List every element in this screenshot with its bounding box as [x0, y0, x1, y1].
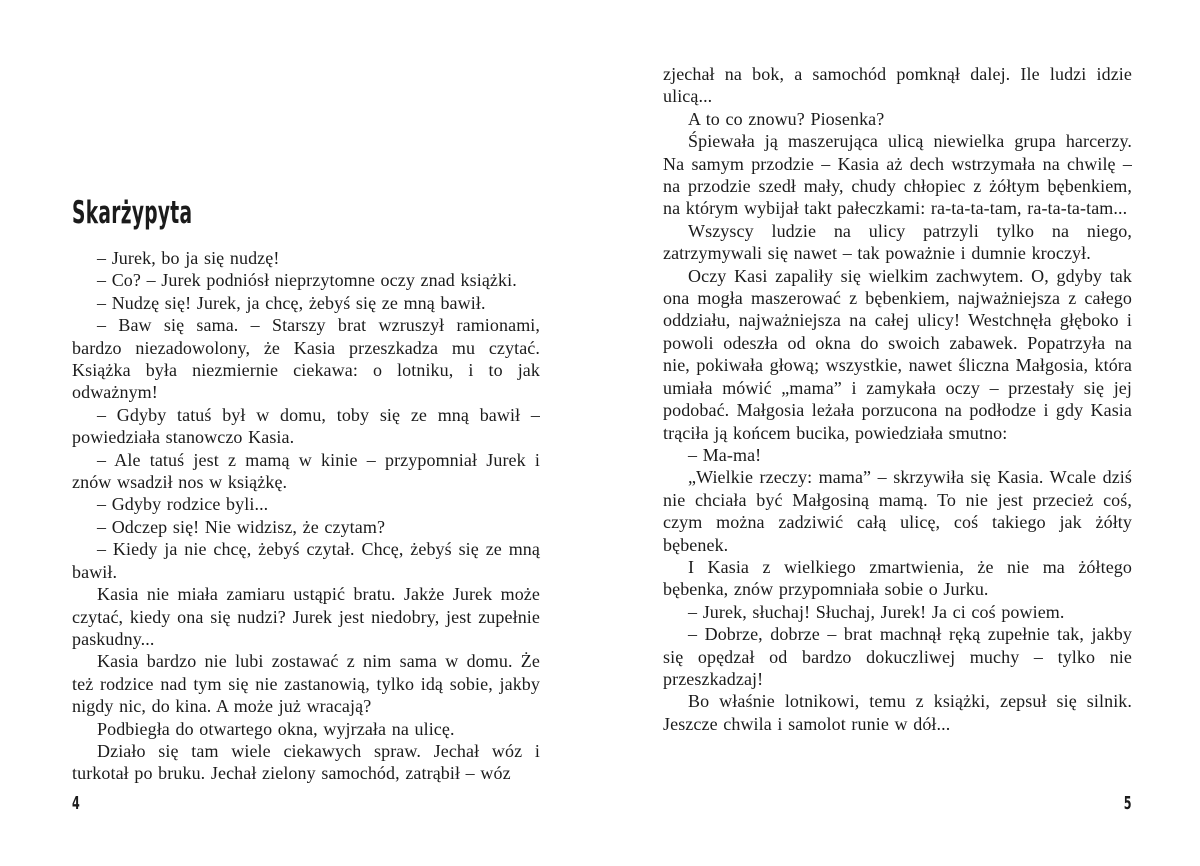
paragraph: Działo się tam wiele ciekawych spraw. Jechał wóz i turkotał po bruku. Jechał zielony samochód, zatrąbił – wóz: [72, 740, 540, 784]
paragraph: Kasia nie miała zamiaru ustąpić bratu. Jakże Jurek może czytać, kiedy ona się nudzi? Jurek jest niedobry, jest zupełnie paskudny...: [72, 584, 540, 649]
paragraph: – Baw się sama. – Starszy brat wzruszył ramionami, bardzo niezadowolony, że Kasia przeszkadza mu czytać. Książka była niezmiernie ciekawa: o lotniku, i to jak odważnym!: [72, 315, 540, 403]
paragraph: Wszyscy ludzie na ulicy patrzyli tylko na niego, zatrzymywali się nawet – tak poważnie i dumnie kroczył.: [663, 220, 1132, 264]
paragraph: – Dobrze, dobrze – brat machnął ręką zupełnie tak, jakby się opędzał od bardzo dokuczliwej muchy – tylko nie przeszkadzaj!: [663, 624, 1132, 689]
paragraph: Kasia bardzo nie lubi zostawać z nim sama w domu. Że też rodzice nad tym się nie zastanowią, tylko idą sobie, jakby nigdy nic, do kina. A może już wracają?: [72, 651, 540, 717]
paragraph: I Kasia z wielkiego zmartwienia, że nie ma żółtego bębenka, znów przypomniała sobie o Jurku.: [663, 556, 1132, 600]
paragraph: – Ma-ma!: [688, 444, 762, 465]
paragraph: – Jurek, słuchaj! Słuchaj, Jurek! Ja ci coś powiem.: [688, 601, 1065, 622]
paragraph: Śpiewała ją maszerująca ulicą niewielka grupa harcerzy. Na samym przodzie – Kasia aż dech wstrzymała na chwilę – na przodzie szedł mały, chudy chłopiec z żółtym bębenkiem, na którym wybijał takt pałeczkami: ra-ta-ta-tam, ra-ta-ta-tam...: [663, 131, 1132, 219]
paragraph: – Gdyby tatuś był w domu, toby się ze mną bawił – powiedziała stanowczo Kasia.: [72, 404, 540, 448]
paragraph: A to co znowu? Piosenka?: [688, 108, 885, 129]
paragraph: Bo właśnie lotnikowi, temu z książki, zepsuł się silnik. Jeszcze chwila i samolot runie w dół...: [663, 691, 1132, 734]
right-page: [663, 0, 1132, 866]
paragraph: „Wielkie rzeczy: mama” – skrzywiła się Kasia. Wcale dziś nie chciała być Małgosiną mamą. To nie jest przecież coś, czym można zadziwić całą ulicę, coś takiego jak żółty bębenek.: [663, 467, 1132, 555]
left-page-body: [72, 247, 540, 785]
left-page: [72, 0, 540, 866]
paragraph: – Co? – Jurek podniósł nieprzytomne oczy znad książki.: [97, 270, 517, 291]
paragraph: – Nudzę się! Jurek, ja chcę, żebyś się ze mną bawił.: [97, 292, 486, 313]
paragraph: – Gdyby rodzice byli...: [97, 494, 269, 515]
right-page-body: [663, 63, 1132, 735]
paragraph: – Odczep się! Nie widzisz, że czytam?: [97, 516, 386, 537]
chapter-title: Skarżypyta: [72, 194, 193, 231]
paragraph-continuation: zjechał na bok, a samochód pomknął dalej. Ile ludzi idzie ulicą...: [663, 64, 1132, 107]
paragraph: Oczy Kasi zapaliły się wielkim zachwytem. O, gdyby tak ona mogła maszerować z bębenkiem, najważniejsza z całego oddziału, najważniejsza na całej ulicy! Westchnęła głęboko i powoli odeszła od okna do swoich zabawek. Popatrzyła na nie, pokiwała głową; wszystkie, nawet śliczna Małgosia, która umiała mówić „mama” i zamykała oczy – przestały się jej podobać. Małgosia leżała porzucona na podłodze i gdy Kasia trąciła ją końcem bucika, powiedziała smutno:: [663, 265, 1132, 443]
paragraph: – Kiedy ja nie chcę, żebyś czytał. Chcę, żebyś się ze mną bawił.: [72, 539, 540, 582]
paragraph: – Ale tatuś jest z mamą w kinie – przypomniał Jurek i znów wsadził nos w książkę.: [72, 449, 540, 493]
paragraph: – Jurek, bo ja się nudzę!: [97, 248, 280, 268]
paragraph: Podbiegła do otwartego okna, wyjrzała na ulicę.: [97, 718, 455, 739]
page-number-right: 5: [1124, 793, 1132, 814]
page-number-left: 4: [72, 793, 80, 814]
